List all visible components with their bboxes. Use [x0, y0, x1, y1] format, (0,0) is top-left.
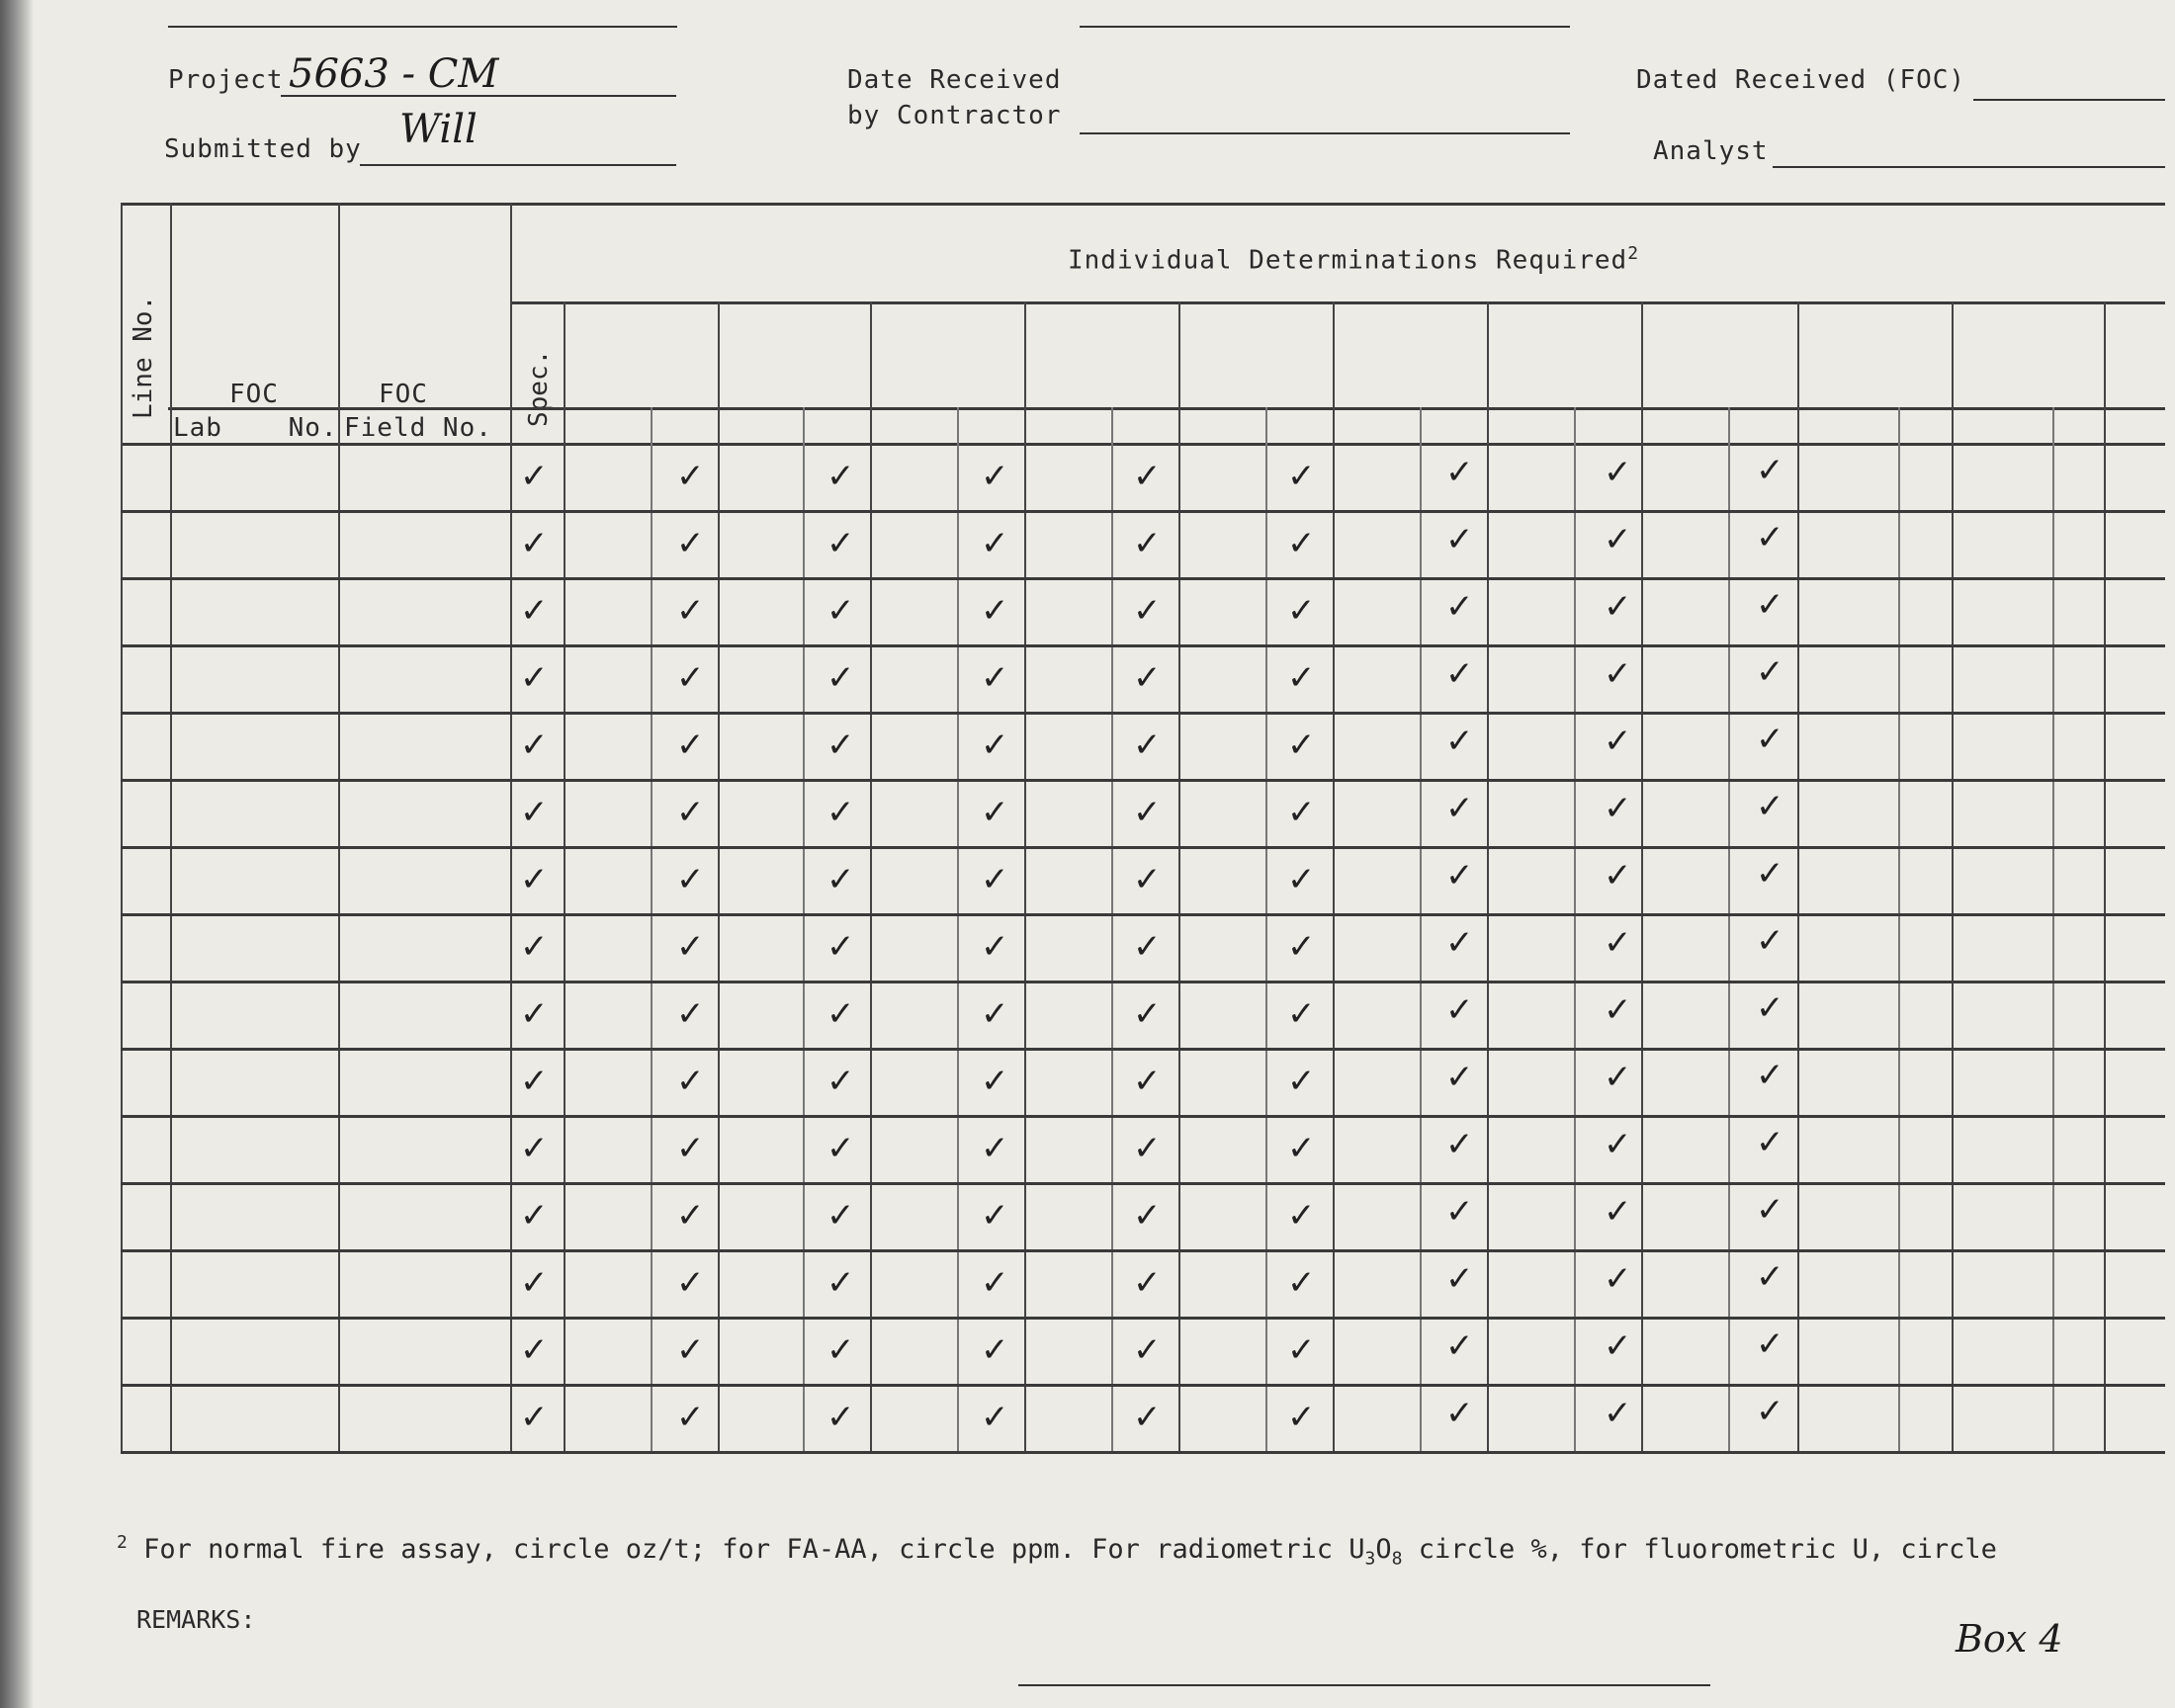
spec-check-icon: ✓: [520, 658, 549, 698]
ag-ppm-check-icon: ✓: [1604, 1058, 1632, 1097]
ag-ppm-check-icon: ✓: [1604, 453, 1632, 492]
ag-ppm-check-icon: ✓: [1604, 856, 1632, 896]
pb-ppm-check-icon: ✓: [1756, 854, 1784, 894]
cr-ppm-check-icon: ✓: [676, 1062, 705, 1101]
column-rule: [718, 301, 720, 1451]
zn-ppm-check-icon: ✓: [1445, 1125, 1474, 1164]
spec-check-icon: ✓: [520, 1398, 549, 1437]
footnote-text: For normal fire assay, circle oz/t; for FA-AA, circle ppm. For radiometric U: [143, 1534, 1365, 1565]
cu-ppm-check-icon: ✓: [826, 524, 855, 563]
spec-check-icon: ✓: [520, 726, 549, 765]
field-no-header-bottom: Field No.: [344, 413, 492, 443]
row-rule: [121, 779, 2165, 782]
spec-check-icon: ✓: [520, 1263, 549, 1303]
zn-ppm-check-icon: ✓: [1445, 1192, 1474, 1232]
ppm-subcolumn-rule: [1574, 407, 1576, 1451]
co-ppm-check-icon: ✓: [981, 591, 1009, 631]
cr-ppm-check-icon: ✓: [676, 658, 705, 698]
co-ppm-check-icon: ✓: [981, 658, 1009, 698]
column-rule: [1641, 301, 1643, 1451]
cr-ppm-check-icon: ✓: [676, 726, 705, 765]
co-ppm-check-icon: ✓: [981, 1129, 1009, 1168]
ag-ppm-check-icon: ✓: [1604, 722, 1632, 761]
lab-no-header-top: FOC: [229, 380, 279, 409]
cr-ppm-check-icon: ✓: [676, 927, 705, 967]
line-no-header: Line No.: [129, 295, 158, 419]
cu-ppm-check-icon: ✓: [826, 793, 855, 832]
field-no-header-top: FOC: [379, 380, 428, 409]
row-rule: [121, 1115, 2165, 1118]
ppm-subcolumn-rule: [1420, 407, 1422, 1451]
hg-ppm-check-icon: ✓: [1133, 524, 1162, 563]
box-note: Box 4: [1956, 1617, 2063, 1661]
zn-ppm-check-icon: ✓: [1445, 1394, 1474, 1433]
cr-ppm-check-icon: ✓: [676, 1129, 705, 1168]
ppm-subcolumn-rule: [1265, 407, 1267, 1451]
footnote-u-subscript: 3: [1364, 1548, 1376, 1570]
row-rule: [121, 1249, 2165, 1252]
co-ppm-check-icon: ✓: [981, 860, 1009, 899]
cr-ppm-check-icon: ✓: [676, 457, 705, 496]
row-rule: [121, 981, 2165, 983]
ppm-subcolumn-rule: [651, 407, 652, 1451]
footnote: [117, 1532, 1997, 1569]
co-ppm-check-icon: ✓: [981, 1196, 1009, 1236]
ni-ppm-check-icon: ✓: [1287, 994, 1316, 1034]
pb-ppm-check-icon: ✓: [1756, 1257, 1784, 1297]
ppm-subcolumn-rule: [957, 407, 959, 1451]
ni-ppm-check-icon: ✓: [1287, 591, 1316, 631]
hg-ppm-check-icon: ✓: [1133, 726, 1162, 765]
hg-ppm-check-icon: ✓: [1133, 1196, 1162, 1236]
remarks-label: REMARKS:: [136, 1605, 256, 1634]
ni-ppm-check-icon: ✓: [1287, 1129, 1316, 1168]
ag-ppm-check-icon: ✓: [1604, 789, 1632, 828]
units-rule: [168, 407, 2165, 410]
hg-ppm-check-icon: ✓: [1133, 457, 1162, 496]
ag-ppm-check-icon: ✓: [1604, 587, 1632, 627]
zn-ppm-check-icon: ✓: [1445, 520, 1474, 559]
pb-ppm-check-icon: ✓: [1756, 585, 1784, 625]
hg-ppm-check-icon: ✓: [1133, 658, 1162, 698]
pb-ppm-check-icon: ✓: [1756, 1324, 1784, 1364]
pb-ppm-check-icon: ✓: [1756, 988, 1784, 1028]
column-rule: [170, 203, 172, 1451]
ni-ppm-check-icon: ✓: [1287, 927, 1316, 967]
cu-ppm-check-icon: ✓: [826, 1129, 855, 1168]
row-rule: [121, 1048, 2165, 1051]
ni-ppm-check-icon: ✓: [1287, 1263, 1316, 1303]
row-rule: [121, 1317, 2165, 1320]
ni-ppm-check-icon: ✓: [1287, 1398, 1316, 1437]
co-ppm-check-icon: ✓: [981, 457, 1009, 496]
zn-ppm-check-icon: ✓: [1445, 923, 1474, 963]
cu-ppm-check-icon: ✓: [826, 591, 855, 631]
ag-ppm-check-icon: ✓: [1604, 1326, 1632, 1366]
zn-ppm-check-icon: ✓: [1445, 1058, 1474, 1097]
bottom-cut-line: [1018, 1684, 1710, 1686]
co-ppm-check-icon: ✓: [981, 726, 1009, 765]
footnote-text-end: circle %, for fluorometric U, circle: [1402, 1534, 1997, 1565]
zn-ppm-check-icon: ✓: [1445, 1326, 1474, 1366]
submitted-by-value: Will: [399, 107, 478, 152]
hg-ppm-check-icon: ✓: [1133, 860, 1162, 899]
determinations-footnote-mark: 2: [1627, 243, 1640, 264]
ni-ppm-check-icon: ✓: [1287, 860, 1316, 899]
analyst-label: Analyst: [1653, 136, 1769, 166]
column-rule: [1487, 301, 1489, 1451]
ag-ppm-check-icon: ✓: [1604, 923, 1632, 963]
ag-ppm-check-icon: ✓: [1604, 1125, 1632, 1164]
column-rule: [1333, 301, 1335, 1451]
ag-ppm-check-icon: ✓: [1604, 654, 1632, 694]
zn-ppm-check-icon: ✓: [1445, 654, 1474, 694]
cu-ppm-check-icon: ✓: [826, 1062, 855, 1101]
ni-ppm-check-icon: ✓: [1287, 658, 1316, 698]
cu-ppm-check-icon: ✓: [826, 860, 855, 899]
spec-check-icon: ✓: [520, 1196, 549, 1236]
cu-ppm-check-icon: ✓: [826, 658, 855, 698]
ppm-subcolumn-rule: [1728, 407, 1730, 1451]
ni-ppm-check-icon: ✓: [1287, 524, 1316, 563]
ppm-subcolumn-rule: [803, 407, 805, 1451]
row-rule: [121, 1384, 2165, 1387]
co-ppm-check-icon: ✓: [981, 994, 1009, 1034]
spec-check-icon: ✓: [520, 793, 549, 832]
zn-ppm-check-icon: ✓: [1445, 789, 1474, 828]
by-contractor-label: by Contractor: [847, 101, 1062, 130]
row-rule: [121, 644, 2165, 647]
spec-check-icon: ✓: [520, 1129, 549, 1168]
spec-check-icon: ✓: [520, 1062, 549, 1101]
hg-ppm-check-icon: ✓: [1133, 1263, 1162, 1303]
ni-ppm-check-icon: ✓: [1287, 726, 1316, 765]
zn-ppm-check-icon: ✓: [1445, 587, 1474, 627]
cr-ppm-check-icon: ✓: [676, 1196, 705, 1236]
column-rule: [1952, 301, 1954, 1451]
pb-ppm-check-icon: ✓: [1756, 921, 1784, 961]
cu-ppm-check-icon: ✓: [826, 927, 855, 967]
pb-ppm-check-icon: ✓: [1756, 1123, 1784, 1162]
row-rule: [121, 712, 2165, 715]
co-ppm-check-icon: ✓: [981, 524, 1009, 563]
hg-ppm-check-icon: ✓: [1133, 591, 1162, 631]
row-rule: [121, 577, 2165, 580]
hg-ppm-check-icon: ✓: [1133, 927, 1162, 967]
ni-ppm-check-icon: ✓: [1287, 457, 1316, 496]
hg-ppm-check-icon: ✓: [1133, 1129, 1162, 1168]
spec-check-icon: ✓: [520, 1330, 549, 1370]
cu-ppm-check-icon: ✓: [826, 1263, 855, 1303]
column-rule: [2104, 301, 2106, 1451]
row-rule: [121, 913, 2165, 916]
table-top-rule: [121, 203, 2165, 206]
ag-ppm-check-icon: ✓: [1604, 520, 1632, 559]
footnote-oxygen: O: [1375, 1534, 1392, 1565]
column-rule: [1797, 301, 1799, 1451]
co-ppm-check-icon: ✓: [981, 1062, 1009, 1101]
zn-ppm-check-icon: ✓: [1445, 1259, 1474, 1299]
spec-check-icon: ✓: [520, 994, 549, 1034]
column-rule: [121, 203, 123, 1451]
zn-ppm-check-icon: ✓: [1445, 722, 1474, 761]
cu-ppm-check-icon: ✓: [826, 457, 855, 496]
co-ppm-check-icon: ✓: [981, 793, 1009, 832]
determinations-title-text: Individual Determinations Required: [1068, 245, 1628, 276]
spec-check-icon: ✓: [520, 457, 549, 496]
submitted-by-label: Submitted by: [164, 134, 362, 164]
zn-ppm-check-icon: ✓: [1445, 453, 1474, 492]
cr-ppm-check-icon: ✓: [676, 793, 705, 832]
hg-ppm-check-icon: ✓: [1133, 994, 1162, 1034]
cr-ppm-check-icon: ✓: [676, 1398, 705, 1437]
header-bottom-rule: [121, 443, 2165, 446]
ni-ppm-check-icon: ✓: [1287, 1330, 1316, 1370]
dated-received-foc-label: Dated Received (FOC): [1636, 65, 1966, 95]
co-ppm-check-icon: ✓: [981, 1263, 1009, 1303]
pb-ppm-check-icon: ✓: [1756, 451, 1784, 490]
column-rule: [1178, 301, 1180, 1451]
cr-ppm-check-icon: ✓: [676, 860, 705, 899]
cu-ppm-check-icon: ✓: [826, 1398, 855, 1437]
cu-ppm-check-icon: ✓: [826, 1196, 855, 1236]
ag-ppm-check-icon: ✓: [1604, 990, 1632, 1030]
ag-ppm-check-icon: ✓: [1604, 1394, 1632, 1433]
row-rule: [121, 1182, 2165, 1185]
ni-ppm-check-icon: ✓: [1287, 1196, 1316, 1236]
cr-ppm-check-icon: ✓: [676, 1263, 705, 1303]
elements-rule: [512, 301, 2165, 304]
ppm-subcolumn-rule: [1111, 407, 1113, 1451]
pb-ppm-check-icon: ✓: [1756, 518, 1784, 557]
hg-ppm-check-icon: ✓: [1133, 1398, 1162, 1437]
pb-ppm-check-icon: ✓: [1756, 1392, 1784, 1431]
project-value: 5663 - CM: [289, 51, 499, 97]
pb-ppm-check-icon: ✓: [1756, 1056, 1784, 1095]
co-ppm-check-icon: ✓: [981, 927, 1009, 967]
cr-ppm-check-icon: ✓: [676, 1330, 705, 1370]
cr-ppm-check-icon: ✓: [676, 591, 705, 631]
column-rule: [510, 203, 512, 1451]
ag-ppm-check-icon: ✓: [1604, 1259, 1632, 1299]
hg-ppm-check-icon: ✓: [1133, 793, 1162, 832]
column-rule: [870, 301, 872, 1451]
footnote-o-subscript: 8: [1391, 1548, 1403, 1570]
zn-ppm-check-icon: ✓: [1445, 856, 1474, 896]
ag-ppm-check-icon: ✓: [1604, 1192, 1632, 1232]
ppm-subcolumn-rule: [1898, 407, 1900, 1451]
spec-header: Spec.: [524, 349, 554, 427]
spec-check-icon: ✓: [520, 860, 549, 899]
column-rule: [564, 301, 566, 1451]
pb-ppm-check-icon: ✓: [1756, 720, 1784, 759]
date-received-label: Date Received: [847, 65, 1062, 95]
pb-ppm-check-icon: ✓: [1756, 1190, 1784, 1230]
zn-ppm-check-icon: ✓: [1445, 990, 1474, 1030]
cu-ppm-check-icon: ✓: [826, 726, 855, 765]
spec-check-icon: ✓: [520, 524, 549, 563]
row-rule: [121, 510, 2165, 513]
row-rule: [121, 1451, 2165, 1454]
co-ppm-check-icon: ✓: [981, 1398, 1009, 1437]
spec-check-icon: ✓: [520, 591, 549, 631]
footnote-mark: 2: [117, 1532, 128, 1553]
ppm-subcolumn-rule: [2052, 407, 2054, 1451]
column-rule: [1024, 301, 1026, 1451]
row-rule: [121, 846, 2165, 849]
co-ppm-check-icon: ✓: [981, 1330, 1009, 1370]
cr-ppm-check-icon: ✓: [676, 524, 705, 563]
ni-ppm-check-icon: ✓: [1287, 1062, 1316, 1101]
cr-ppm-check-icon: ✓: [676, 994, 705, 1034]
cu-ppm-check-icon: ✓: [826, 994, 855, 1034]
lab-no-header-bottom: Lab No.: [173, 413, 338, 443]
column-rule: [338, 203, 340, 1451]
hg-ppm-check-icon: ✓: [1133, 1062, 1162, 1101]
project-label: Project: [168, 65, 284, 95]
spec-check-icon: ✓: [520, 927, 549, 967]
hg-ppm-check-icon: ✓: [1133, 1330, 1162, 1370]
ni-ppm-check-icon: ✓: [1287, 793, 1316, 832]
cu-ppm-check-icon: ✓: [826, 1330, 855, 1370]
pb-ppm-check-icon: ✓: [1756, 652, 1784, 692]
pb-ppm-check-icon: ✓: [1756, 787, 1784, 826]
